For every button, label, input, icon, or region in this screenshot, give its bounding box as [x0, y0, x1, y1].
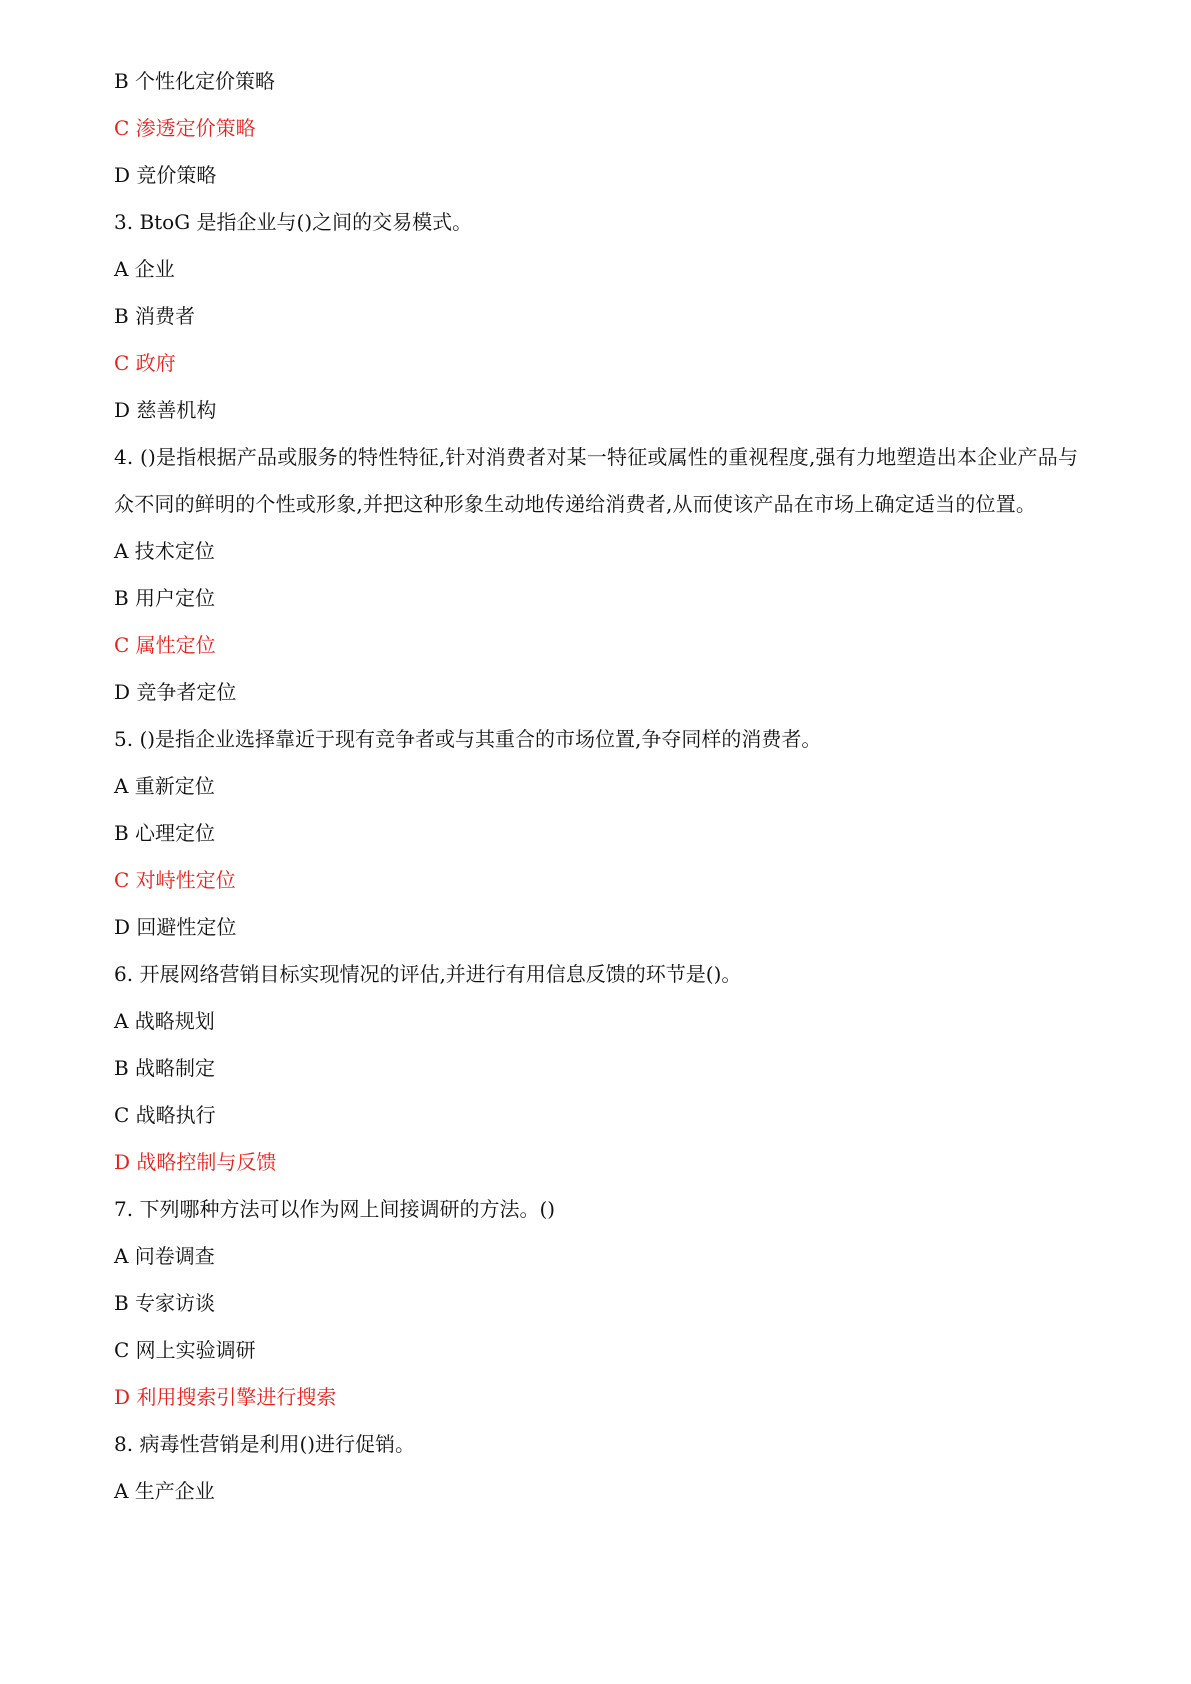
option-c-strategy-execution: C 战略执行 [114, 1103, 216, 1127]
option-d-strategy-control-answer: D 战略控制与反馈 [114, 1150, 277, 1174]
question-6: 6. 开展网络营销目标实现情况的评估,并进行有用信息反馈的环节是()。 [114, 962, 742, 986]
question-list [114, 58, 1094, 1515]
question-5: 5. ()是指企业选择靠近于现有竞争者或与其重合的市场位置,争夺同样的消费者。 [114, 727, 822, 751]
option-d-charity: D 慈善机构 [114, 398, 217, 422]
option-a-repositioning: A 重新定位 [114, 774, 215, 798]
question-4: 4. ()是指根据产品或服务的特性特征,针对消费者对某一特征或属性的重视程度,强有力地塑造出本企业产品与众不同的鲜明的个性或形象,并把这种形象生动地传递给消费者,从而使该产品在市场上确定适当的位置。 [114, 445, 1079, 516]
option-c-attribute-positioning-answer: C 属性定位 [114, 633, 216, 657]
question-3: 3. BtoG 是指企业与()之间的交易模式。 [114, 210, 473, 234]
option-c-government-answer: C 政府 [114, 351, 176, 375]
option-b-personalized-pricing: B 个性化定价策略 [114, 69, 276, 93]
option-d-search-engine-answer: D 利用搜索引擎进行搜索 [114, 1385, 337, 1409]
option-a-strategic-planning: A 战略规划 [114, 1009, 215, 1033]
option-c-penetration-pricing-answer: C 渗透定价策略 [114, 116, 256, 140]
option-b-expert-interview: B 专家访谈 [114, 1291, 216, 1315]
option-b-consumer: B 消费者 [114, 304, 196, 328]
option-a-questionnaire: A 问卷调查 [114, 1244, 215, 1268]
option-a-enterprise: A 企业 [114, 257, 175, 281]
option-c-online-experiment: C 网上实验调研 [114, 1338, 256, 1362]
option-a-manufacturer: A 生产企业 [114, 1479, 215, 1503]
option-b-strategy-formulation: B 战略制定 [114, 1056, 216, 1080]
option-b-psychological-positioning: B 心理定位 [114, 821, 216, 845]
option-d-avoidance-positioning: D 回避性定位 [114, 915, 237, 939]
option-a-technical-positioning: A 技术定位 [114, 539, 215, 563]
option-d-competitor-positioning: D 竞争者定位 [114, 680, 237, 704]
option-d-bidding-strategy: D 竞价策略 [114, 163, 217, 187]
option-c-confrontation-positioning-answer: C 对峙性定位 [114, 868, 236, 892]
question-8: 8. 病毒性营销是利用()进行促销。 [114, 1432, 416, 1456]
question-7: 7. 下列哪种方法可以作为网上间接调研的方法。() [114, 1197, 556, 1221]
option-b-user-positioning: B 用户定位 [114, 586, 216, 610]
